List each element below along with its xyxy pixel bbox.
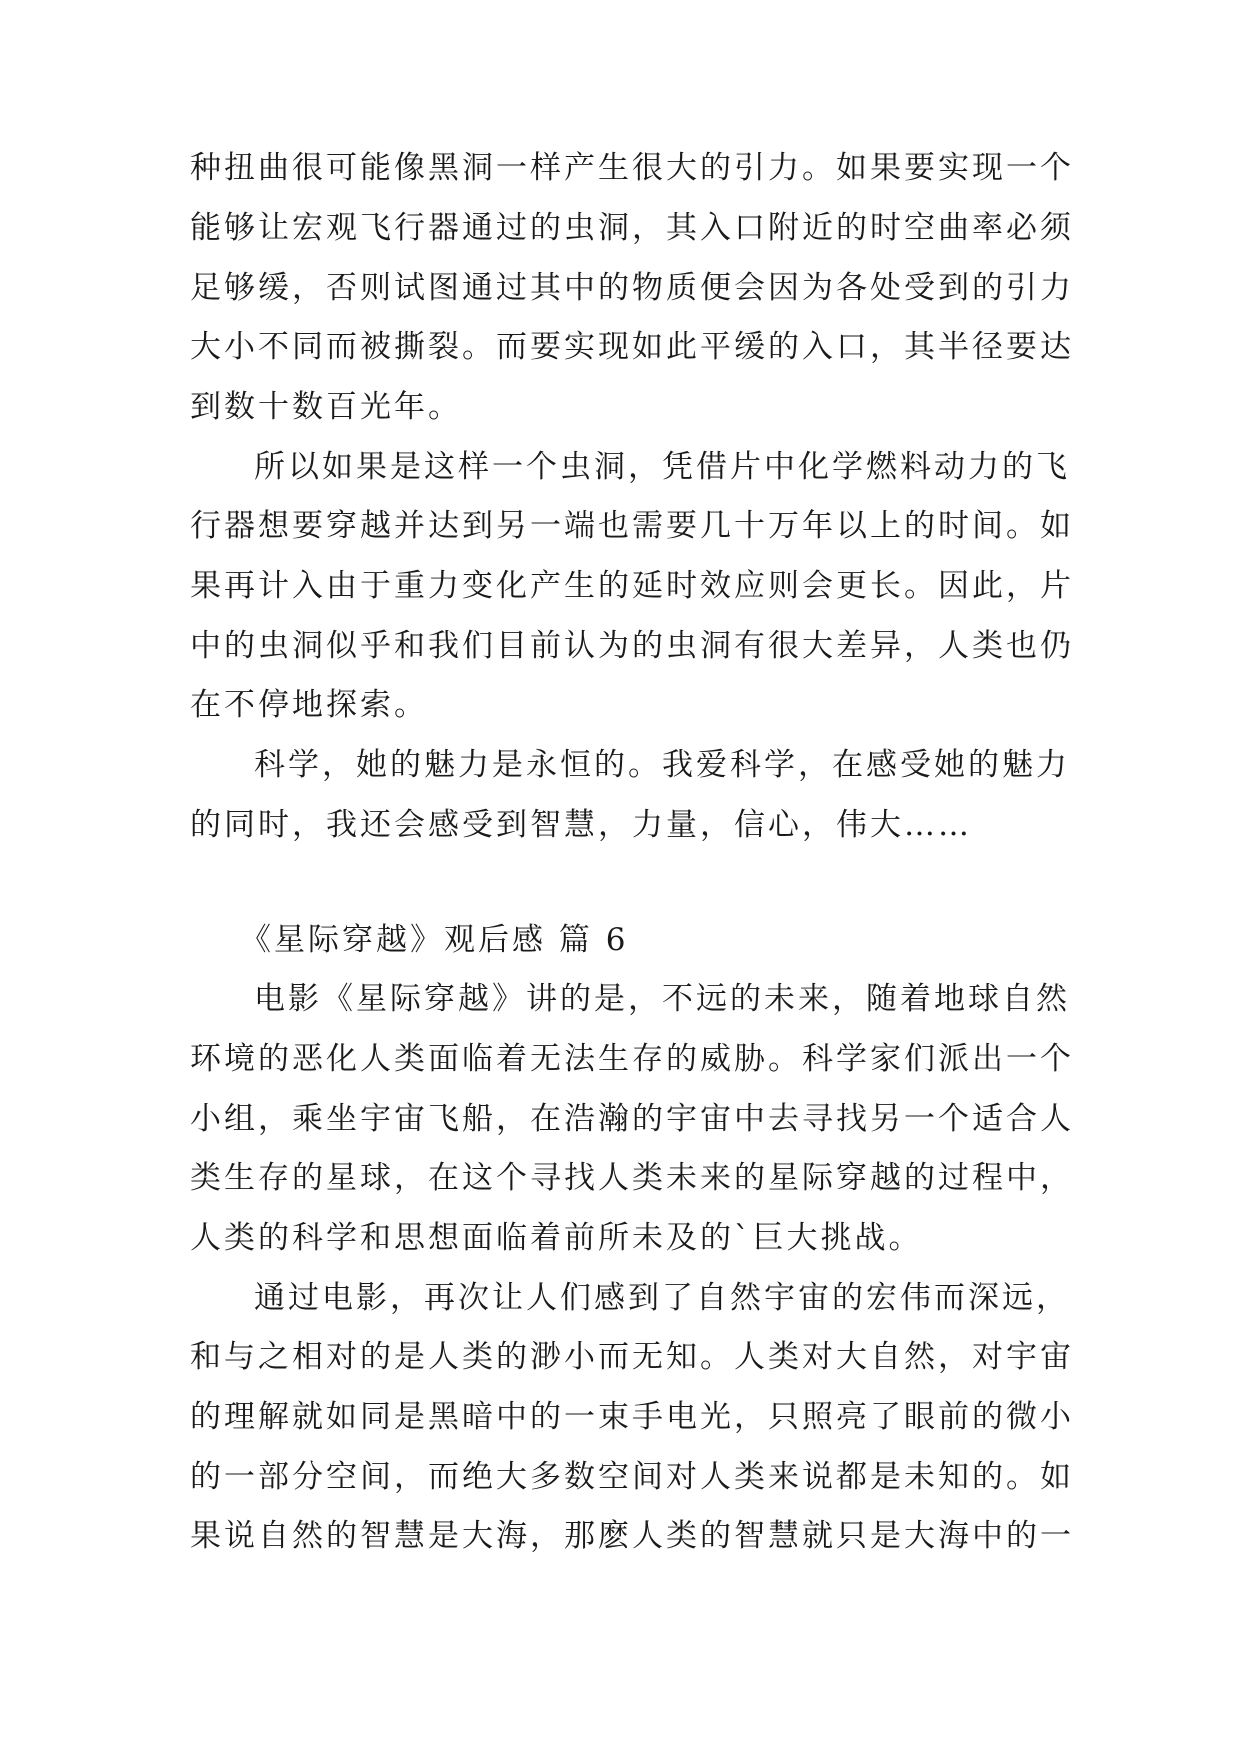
text-line: 的理解就如同是黑暗中的一束手电光，只照亮了眼前的微小 [190, 1399, 1074, 1435]
text-line: 所以如果是这样一个虫洞，凭借片中化学燃料动力的飞 [254, 449, 1070, 485]
text-line: 大小不同而被撕裂。而要实现如此平缓的入口，其半径要达 [190, 329, 1074, 365]
text-line: 能够让宏观飞行器通过的虫洞，其入口附近的时空曲率必须 [190, 210, 1074, 246]
text-line: 果说自然的智慧是大海，那麽人类的智慧就只是大海中的一 [190, 1518, 1074, 1554]
text-line: 和与之相对的是人类的渺小而无知。人类对大自然，对宇宙 [190, 1339, 1074, 1375]
text-line: 的一部分空间，而绝大多数空间对人类来说都是未知的。如 [190, 1459, 1074, 1495]
text-line: 类生存的星球，在这个寻找人类未来的星际穿越的过程中， [190, 1160, 1074, 1196]
text-line: 人类的科学和思想面临着前所未及的`巨大挑战。 [190, 1220, 923, 1256]
text-line: 足够缓，否则试图通过其中的物质便会因为各处受到的引力 [190, 270, 1074, 306]
text-line: 行器想要穿越并达到另一端也需要几十万年以上的时间。如 [190, 508, 1074, 544]
text-line: 在不停地探索。 [190, 687, 428, 723]
text-line: 种扭曲很可能像黑洞一样产生很大的引力。如果要实现一个 [190, 150, 1074, 186]
text-line: 中的虫洞似乎和我们目前认为的虫洞有很大差异，人类也仍 [190, 628, 1074, 664]
text-line: 通过电影，再次让人们感到了自然宇宙的宏伟而深远， [254, 1280, 1070, 1316]
text-line: 果再计入由于重力变化产生的延时效应则会更长。因此，片 [190, 568, 1074, 604]
text-line: 的同时，我还会感受到智慧，力量，信心，伟大…… [190, 807, 972, 843]
text-line: 到数十数百光年。 [190, 389, 462, 425]
text-line: 小组，乘坐宇宙飞船，在浩瀚的宇宙中去寻找另一个适合人 [190, 1101, 1074, 1137]
text-line: 科学，她的魅力是永恒的。我爱科学，在感受她的魅力 [254, 747, 1070, 783]
text-line: 电影《星际穿越》讲的是，不远的未来，随着地球自然 [254, 981, 1070, 1017]
text-line: 环境的恶化人类面临着无法生存的威胁。科学家们派出一个 [190, 1041, 1074, 1077]
section-heading: 《星际穿越》观后感 篇 6 [240, 922, 629, 958]
